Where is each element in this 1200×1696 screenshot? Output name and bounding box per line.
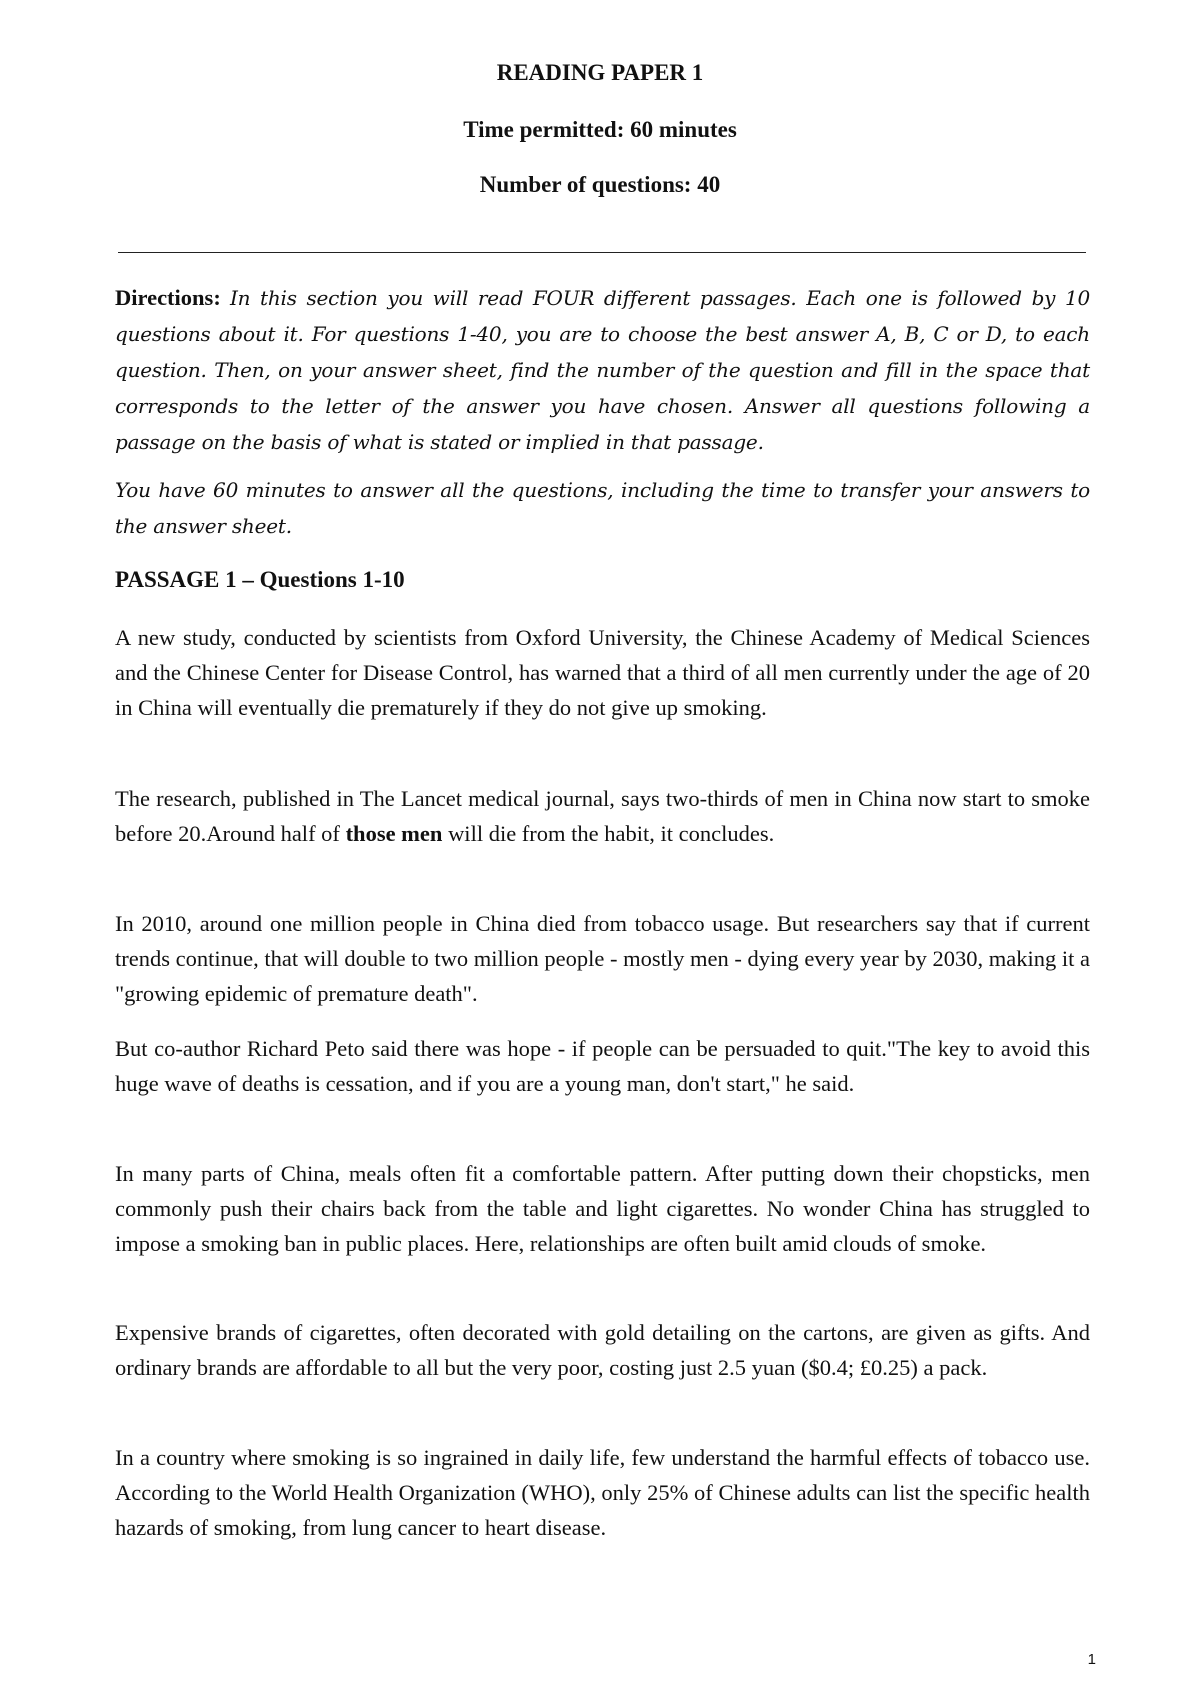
number-of-questions: Number of questions: 40 — [479, 172, 721, 197]
passage-paragraph-5 — [115, 1156, 1090, 1261]
directions-text: In this section you will read FOUR different passages. Each one is followed by 10 questions about it. For questions 1-40, you are to choose the best answer A, B, C or D, to each question. Then, on your answer sheet, find the number of the question and fill in the space that corresponds to the letter of the answer you have chosen. Answer all questions following a passage on the basis of what is stated or implied in that passage. — [115, 286, 1090, 454]
time-permitted: Time permitted: 60 minutes — [463, 117, 737, 142]
paper-title: READING PAPER 1 — [496, 60, 704, 85]
paragraph-text: Expensive brands of cigarettes, often decorated with gold detailing on the cartons, are given as gifts. And ordinary brands are affordable to all but the very poor, costing just 2.5 yuan ($0.4; £0.25) a pack. — [115, 1320, 1090, 1380]
time-note-paragraph — [115, 472, 1090, 544]
paragraph-text: In 2010, around one million people in China died from tobacco usage. But researchers say that if current trends continue, that will double to two million people - mostly men - dying every year by 2030, making it a "growing epidemic of premature death". — [115, 911, 1090, 1006]
page-number: 1 — [1087, 1651, 1096, 1668]
passage-paragraph-2 — [115, 781, 1090, 851]
time-note-text: You have 60 minutes to answer all the questions, including the time to transfer your answers to the answer sheet. — [115, 478, 1090, 538]
paragraph-text: A new study, conducted by scientists from Oxford University, the Chinese Academy of Medical Sciences and the Chinese Center for Disease Control, has warned that a third of all men currently under the age of 20 in China will eventually die prematurely if they do not give up smoking. — [115, 625, 1090, 720]
paragraph-text: will die from the habit, it concludes. — [442, 821, 775, 846]
passage-paragraph-1 — [115, 620, 1090, 725]
bold-phrase: those men — [345, 821, 443, 846]
passage-paragraph-3 — [115, 906, 1090, 1011]
paragraph-text: In many parts of China, meals often fit a comfortable pattern. After putting down their chopsticks, men commonly push their chairs back from the table and light cigarettes. No wonder China has struggled to impose a smoking ban in public places. Here, relationships are often built amid clouds of smoke. — [115, 1161, 1090, 1256]
paragraph-text: But co-author Richard Peto said there was hope - if people can be persuaded to quit."The key to avoid this huge wave of deaths is cessation, and if you are a young man, don't start," he said. — [115, 1036, 1090, 1096]
directions-paragraph — [115, 280, 1090, 460]
passage-paragraph-7 — [115, 1440, 1090, 1545]
passage-paragraph-6 — [115, 1315, 1090, 1385]
passage-heading: PASSAGE 1 – Questions 1-10 — [115, 567, 405, 592]
divider-line — [118, 252, 1086, 253]
directions-label: Directions: — [115, 285, 221, 310]
passage-paragraph-4 — [115, 1031, 1090, 1101]
paragraph-text: The research, published in The Lancet medical journal, says two-thirds of men in China now start to smoke before 20.Around half of — [115, 786, 1090, 846]
paragraph-text: In a country where smoking is so ingrained in daily life, few understand the harmful effects of tobacco use. According to the World Health Organization (WHO), only 25% of Chinese adults can list the specific health hazards of smoking, from lung cancer to heart disease. — [115, 1445, 1090, 1540]
